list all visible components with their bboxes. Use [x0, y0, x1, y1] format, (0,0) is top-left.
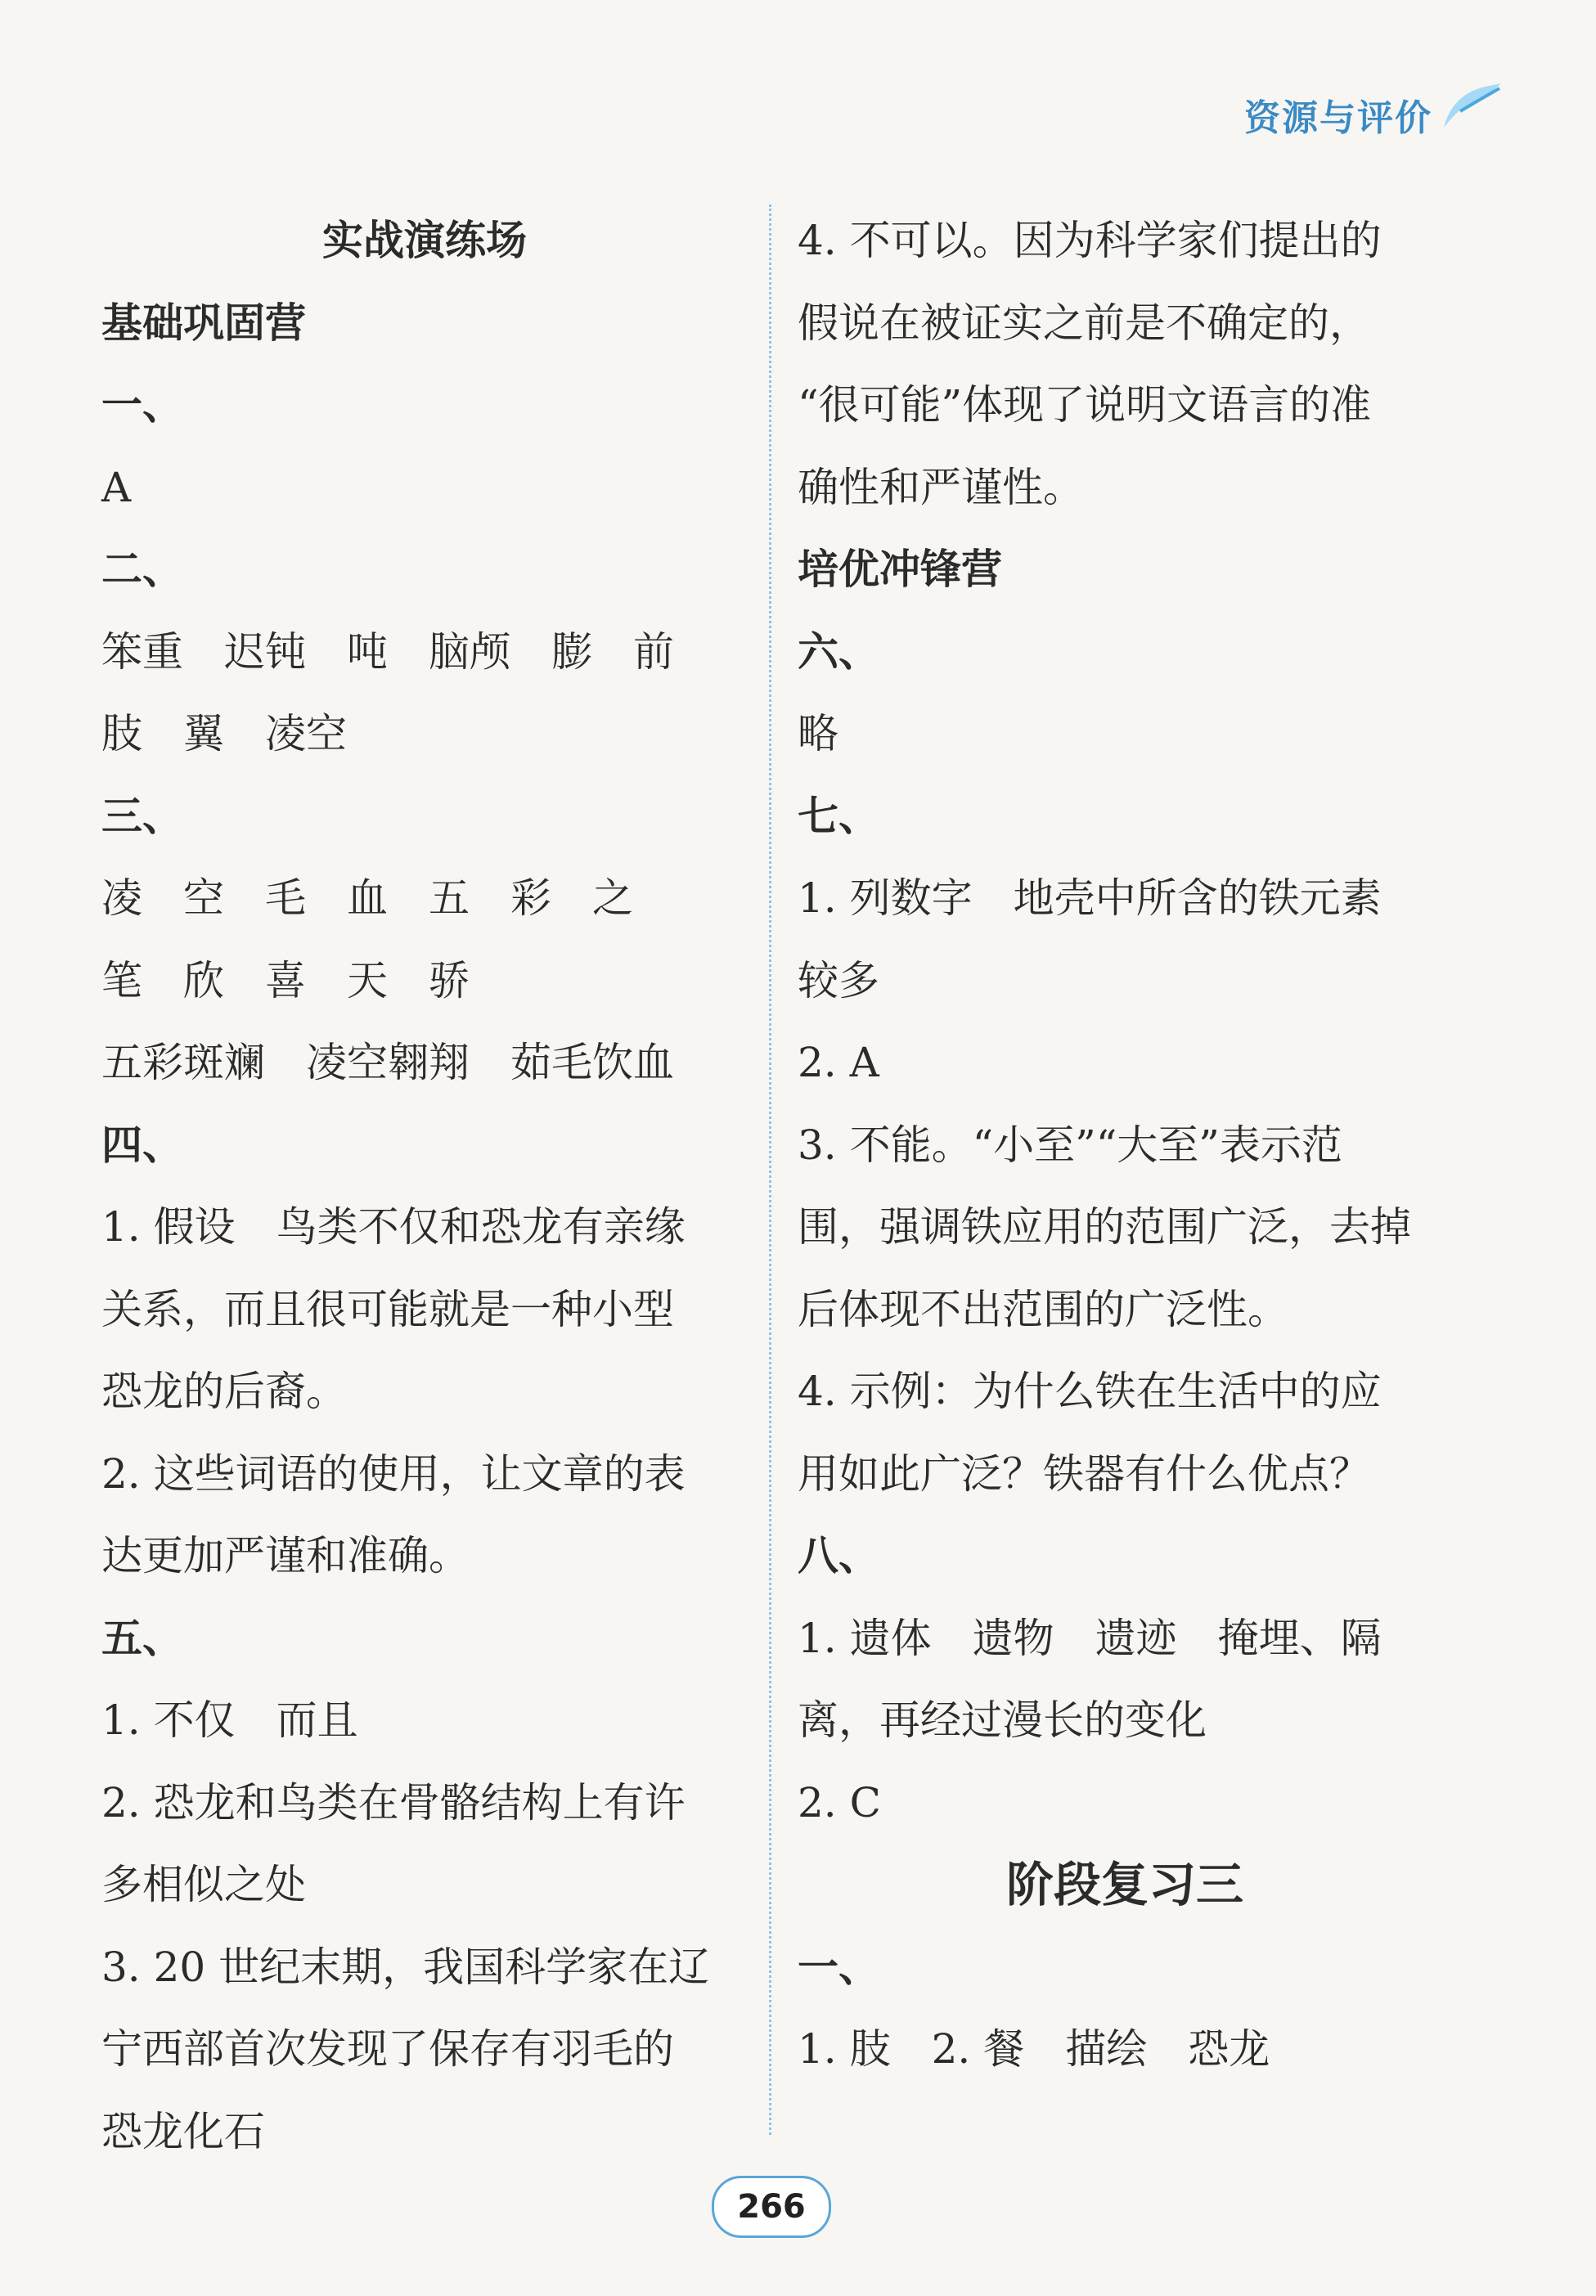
left-line: 多相似之处: [101, 1861, 306, 1908]
left-line: 三、: [101, 792, 183, 840]
left-line: 笔 欣 喜 天 骄: [101, 956, 470, 1004]
left-line: 关系，而且很可能就是一种小型: [101, 1285, 674, 1333]
left-line: A: [101, 463, 132, 511]
right-line: 4. 示例：为什么铁在生活中的应: [798, 1368, 1382, 1415]
left-line: 四、: [101, 1121, 183, 1169]
right-line: 六、: [798, 627, 879, 676]
right-line: 假说在被证实之前是不确定的，: [798, 299, 1370, 347]
right-line: 培优冲锋营: [798, 546, 1002, 593]
left-line: 恐龙化石: [101, 2107, 265, 2155]
right-line: 围，强调铁应用的范围广泛，去掉: [798, 1203, 1411, 1251]
left-line: 1. 不仅 而且: [101, 1696, 358, 1744]
left-line: 二、: [101, 546, 183, 593]
left-line: 2. 恐龙和鸟类在骨骼结构上有许: [101, 1778, 686, 1826]
left-line: 凌 空 毛 血 五 彩 之: [101, 874, 633, 922]
page-number: 266: [712, 2176, 831, 2238]
right-line: 1. 列数字 地壳中所含的铁元素: [798, 874, 1382, 922]
right-line: 2. A: [798, 1039, 879, 1086]
left-line: 1. 假设 鸟类不仅和恐龙有亲缘: [101, 1203, 686, 1251]
left-line: 肢 翼 凌空: [101, 710, 347, 757]
right-line: 用如此广泛？铁器有什么优点？: [798, 1449, 1370, 1498]
left-line: 五彩斑斓 凌空翱翔 茹毛饮血: [101, 1039, 674, 1086]
left-line: 达更加严谨和准确。: [101, 1532, 470, 1579]
right-line: 1. 遗体 遗物 遗迹 掩埋、隔: [798, 1614, 1382, 1662]
right-line: “很可能”体现了说明文语言的准: [798, 381, 1372, 429]
swoosh-icon: [1436, 79, 1506, 136]
left-line: 笨重 迟钝 吨 脑颅 膨 前: [101, 627, 674, 676]
right-line: 较多: [798, 956, 879, 1004]
right-line: 七、: [798, 792, 879, 840]
left-line: 五、: [101, 1614, 183, 1662]
right-line: 阶段复习三: [1005, 1857, 1243, 1912]
right-line: 略: [798, 710, 838, 757]
right-column: [798, 200, 1452, 2091]
right-line: 确性和严谨性。: [798, 463, 1084, 511]
left-line: 2. 这些词语的使用，让文章的表: [101, 1449, 686, 1498]
left-line: 恐龙的后裔。: [101, 1368, 347, 1415]
right-line: 2. C: [798, 1778, 881, 1826]
right-line: 离，再经过漫长的变化: [798, 1696, 1207, 1744]
left-line: 基础巩固营: [101, 299, 306, 347]
left-line: 实战演练场: [322, 217, 527, 264]
left-column: [101, 200, 748, 2172]
left-line: 3. 20 世纪末期，我国科学家在辽: [101, 1943, 710, 1991]
header-title: 资源与评价: [1244, 97, 1432, 139]
left-line: 一、: [101, 381, 183, 429]
right-line: 一、: [798, 1943, 879, 1991]
right-line: 3. 不能。“小至”“大至”表示范: [798, 1121, 1342, 1169]
right-line: 4. 不可以。因为科学家们提出的: [798, 217, 1382, 264]
column-divider: [769, 204, 771, 2135]
left-line: 宁西部首次发现了保存有羽毛的: [101, 2025, 674, 2073]
right-line: 1. 肢 2. 餐 描绘 恐龙: [798, 2025, 1270, 2073]
right-line: 八、: [798, 1532, 879, 1579]
right-line: 后体现不出范围的广泛性。: [798, 1285, 1288, 1333]
